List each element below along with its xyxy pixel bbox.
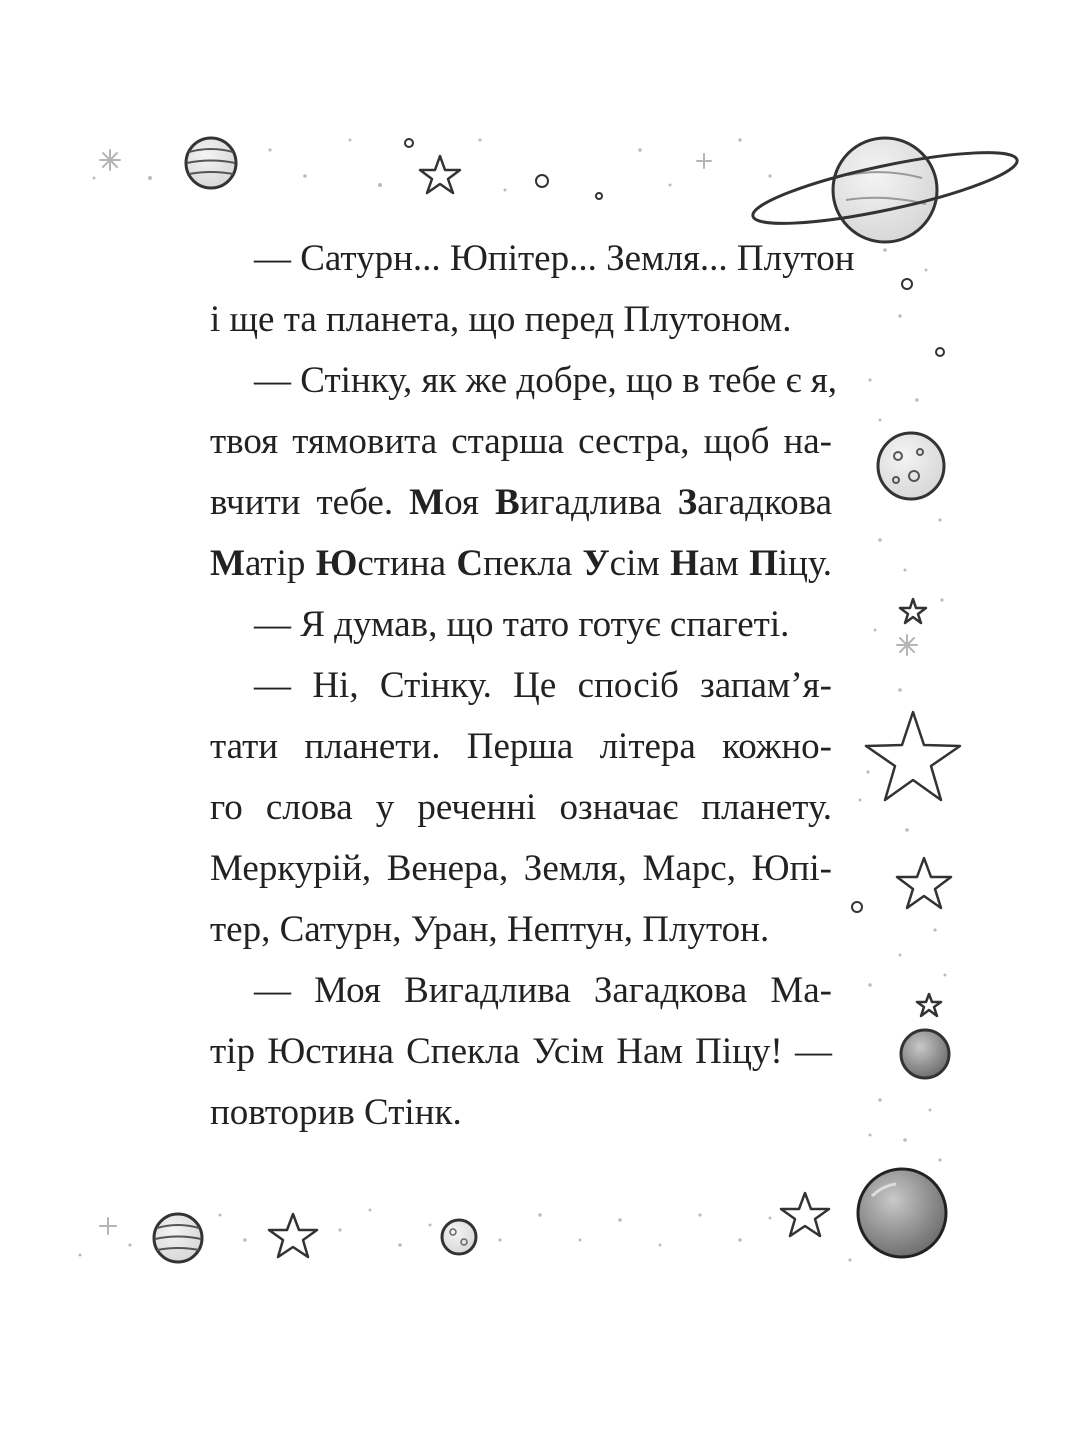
text-run: го слова у реченні означає планету. [210,787,832,828]
text-run: тер, Сатурн, Уран, Нептун, Плутон. [210,909,770,950]
text-line [210,1021,832,1082]
text-line [210,960,832,1021]
text-run: пекла [483,543,583,584]
initial-letter: Н [670,543,699,584]
text-run: — Сатурн... Юпітер... Земля... Плутон [254,238,855,279]
initial-letter: У [582,543,610,584]
text-line [210,289,832,350]
text-run: атір [244,543,316,584]
gray-planet-icon [901,1030,949,1078]
text-line [210,1082,832,1143]
text-run: тір Юстина Спекла Усім Нам Піцу! — [210,1031,832,1072]
text-run: іцу. [777,543,833,584]
initial-letter: З [677,482,698,523]
initial-letter: В [494,482,520,523]
text-run: игадлива [519,482,678,523]
initial-letter: М [409,482,445,523]
striped-planet-icon [154,1214,202,1262]
text-run: — Стінку, як же добре, що в тебе є я, [254,360,837,401]
text-run: і ще та планета, що перед Плутоном. [210,299,792,340]
text-line [210,655,832,716]
text-line [210,472,832,533]
striped-planet-icon [186,138,236,188]
cratered-moon-icon [878,433,944,499]
text-line [210,838,832,899]
text-run: — Ні, Стінку. Це спосіб запам’я- [254,665,832,706]
ringed-planet-icon [748,138,1021,242]
text-line [210,350,837,411]
text-run: Меркурій, Венера, Земля, Марс, Юпі- [210,848,832,889]
text-run: тати планети. Перша літера кожно- [210,726,832,767]
text-line [210,411,832,472]
text-run: сім [609,543,671,584]
text-line [210,228,855,289]
text-run: оя [444,482,495,523]
initial-letter: П [749,543,778,584]
text-run: вчити тебе. [210,482,410,523]
text-run: повторив Стінк. [210,1092,462,1133]
text-line [210,533,832,594]
cratered-moon-icon [442,1220,476,1254]
text-line [210,899,832,960]
initial-letter: М [210,543,245,584]
text-run: ам [698,543,750,584]
text-run: агадкова [697,482,832,523]
text-line [210,716,832,777]
gray-planet-icon [858,1169,946,1257]
text-run: — Я думав, що тато готує спагеті. [254,604,790,645]
text-run: — Моя Вигадлива Загадкова Ма- [254,970,832,1011]
text-line [210,594,832,655]
initial-letter: С [456,543,484,584]
initial-letter: Ю [315,543,358,584]
story-text [210,228,855,1143]
text-run: твоя тямовита старша сестра, щоб на- [210,421,832,462]
text-run: стина [357,543,457,584]
text-line [210,777,832,838]
